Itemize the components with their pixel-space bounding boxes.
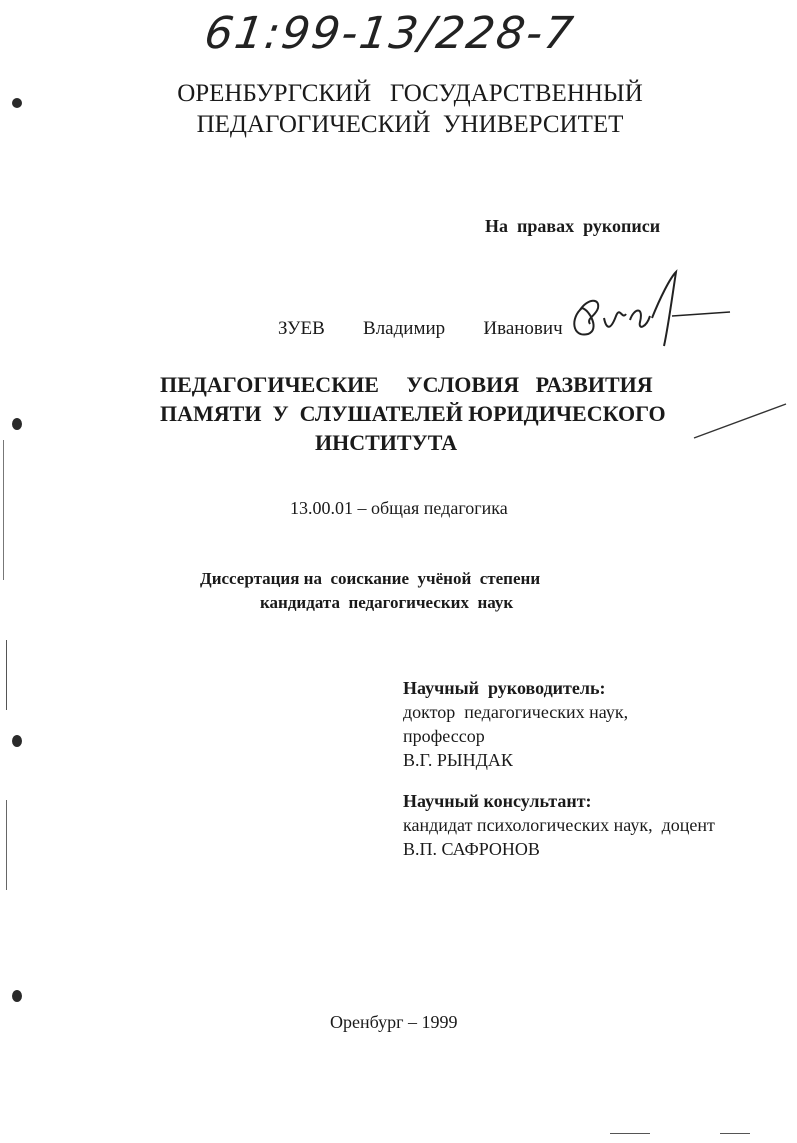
pen-stroke-mark bbox=[690, 398, 790, 444]
consultant-heading: Научный консультант: bbox=[403, 791, 592, 811]
degree-statement bbox=[200, 567, 630, 615]
consultant-name: В.П. САФРОНОВ bbox=[403, 839, 540, 859]
author-name: ЗУЕВ Владимир Иванович bbox=[278, 318, 563, 339]
specialty-code: 13.00.01 – общая педагогика bbox=[290, 498, 508, 518]
edge-line-mark bbox=[610, 1133, 650, 1134]
supervisor-block bbox=[403, 676, 628, 772]
supervisor-name: В.Г. РЫНДАК bbox=[403, 750, 513, 770]
title-line-2: ПАМЯТИ У СЛУШАТЕЛЕЙ ЮРИДИЧЕСКОГО bbox=[160, 401, 666, 426]
title-line-3: ИНСТИТУТА bbox=[315, 430, 458, 455]
university-header bbox=[0, 78, 797, 140]
binding-hole-mark bbox=[12, 418, 22, 430]
binding-hole-mark bbox=[12, 735, 22, 747]
title-line-1: ПЕДАГОГИЧЕСКИЕ УСЛОВИЯ РАЗВИТИЯ bbox=[160, 372, 653, 397]
author-signature bbox=[560, 268, 740, 348]
handwritten-archive-number: 61:99-13/228-7 bbox=[201, 8, 578, 59]
degree-line-2: кандидата педагогических наук bbox=[260, 593, 514, 612]
university-line-1: ОРЕНБУРГСКИЙ ГОСУДАРСТВЕННЫЙ bbox=[177, 80, 643, 107]
supervisor-degree: доктор педагогических наук, bbox=[403, 702, 629, 722]
edge-line-mark bbox=[3, 440, 4, 580]
supervisor-heading: Научный руководитель: bbox=[403, 678, 606, 698]
edge-line-mark bbox=[6, 800, 7, 890]
edge-line-mark bbox=[6, 640, 7, 710]
supervisor-rank: профессор bbox=[403, 726, 485, 746]
city-year: Оренбург – 1999 bbox=[330, 1012, 458, 1032]
binding-hole-mark bbox=[12, 98, 22, 108]
binding-hole-mark bbox=[12, 990, 22, 1002]
manuscript-rights-label: На правах рукописи bbox=[485, 216, 661, 236]
university-line-2: ПЕДАГОГИЧЕСКИЙ УНИВЕРСИТЕТ bbox=[196, 111, 624, 138]
consultant-block bbox=[403, 789, 715, 861]
dissertation-title bbox=[160, 370, 666, 457]
edge-line-mark bbox=[720, 1133, 750, 1134]
degree-line-1: Диссертация на соискание учёной степени bbox=[200, 569, 541, 588]
consultant-degree: кандидат психологических наук, доцент bbox=[403, 815, 715, 835]
